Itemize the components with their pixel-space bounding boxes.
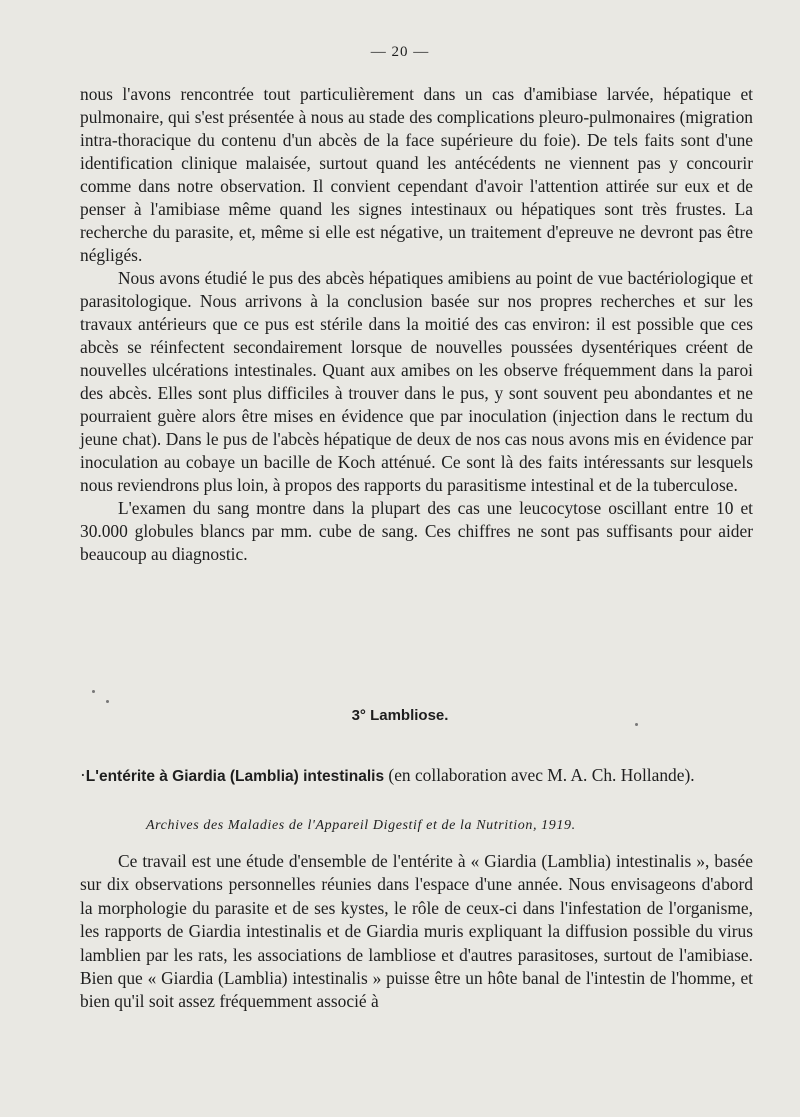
speck-mark [106, 700, 109, 703]
body-text [80, 850, 753, 1014]
speck-mark [92, 690, 95, 693]
body-paragraph: Ce travail est une étude d'ensemble de l'entérite à « Giardia (Lamblia) intestinalis », basée sur dix observations personnelles réunies dans l'espace d'une année. Nous envisageons d'abord la morphologie du parasite et de ses kystes, le rôle de ceux-ci dans l'infestation de l'organisme, les rapports de Giardia intestinalis et de Giardia muris expliquant la diffusion possible du virus lamblien par les rats, les associations de lambliose et d'autres parasitoses, surtout de l'amibiase. Bien que « Giardia (Lamblia) intestinalis » puisse être un hôte banal de l'intestin de l'homme, et bien qu'il soit assez fréquemment associé à [80, 851, 753, 1012]
main-text [80, 83, 753, 566]
paragraph-3: L'examen du sang montre dans la plupart des cas une leucocytose oscillant entre 10 et 30.000 globules blancs par mm. cube de sang. Ces chiffres ne sont pas suffisants pour aider beaucoup au diagnostic. [80, 498, 753, 564]
entry-source: Archives des Maladies de l'Appareil Digestif et de la Nutrition, 1919. [146, 818, 576, 833]
page-number: — 20 — [370, 44, 430, 60]
entry-bullet: · [80, 765, 86, 785]
section-heading: 3° Lambliose. [351, 707, 449, 724]
paragraph-1: nous l'avons rencontrée tout particulièrement dans un cas d'amibiase larvée, hépatique et pulmonaire, qui s'est présentée à nous au stade des complications pleuro-pulmonaires (migration intra-thoracique du contenu d'un abcès de la face supérieure du foie). De tels faits sont d'une identification clinique malaisée, surtout quand les antécédents ne viennent pas y concourir comme dans notre observation. Il convient cependant d'avoir l'attention attirée sur eux et de penser à l'amibiase même quand les signes intestinaux ou hépatiques sont très frustes. La recherche du parasite, et, même si elle est négative, un traitement d'epreuve ne devront pas être négligés. [80, 84, 753, 265]
paragraph-2: Nous avons étudié le pus des abcès hépatiques amibiens au point de vue bactériologique et parasitologique. Nous arrivons à la conclusion basée sur nos propres recherches et sur les travaux antérieurs que ce pus est stérile dans la moitié des cas environ: il est possible que ces abcès se réinfectent secondairement lorsque de nouvelles poussées dysentériques créent de nouvelles ulcérations intestinales. Quant aux amibes on les observe fréquemment dans la paroi des abcès. Elles sont plus difficiles à trouver dans le pus, y sont souvent peu abondantes et ne pourraient guère alors être mises en évidence que par inoculation (injection dans le rectum du jeune chat). Dans le pus de l'abcès hépatique de deux de nos cas nous avons mis en évidence par inoculation au cobaye un bacille de Koch atténué. Ce sont là des faits intéressants sur lesquels nous reviendrons plus loin, à propos des rapports du parasitisme intestinal et de la tuberculose. [80, 268, 753, 495]
entry-title [80, 763, 755, 789]
entry-title-bold: L'entérite à Giardia (Lamblia) intestinalis [85, 768, 385, 785]
entry-title-rest: (en collaboration avec M. A. Ch. Hollande). [384, 765, 695, 785]
